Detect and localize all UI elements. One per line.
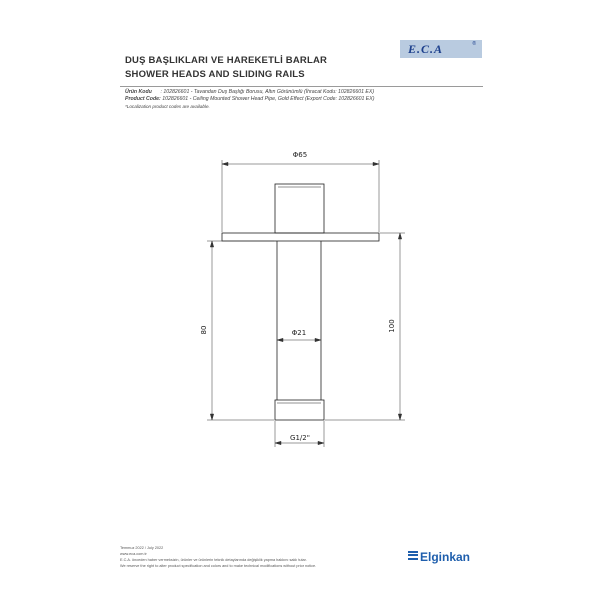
product-code-sep: : <box>160 89 162 95</box>
product-code-label-tr: Ürün Kodu <box>125 89 152 95</box>
localization-note: *Localization product codes are available. <box>125 104 210 109</box>
footer-disclaimer-en: We reserve the right to alter product specification and colors and to make technical modifications without prior notice. <box>120 564 317 568</box>
footer-website: www.eca.com.tr <box>120 552 147 556</box>
logo-text: E.C.A <box>408 42 444 56</box>
flange-plate <box>222 233 379 241</box>
footer-date: Temmuz 2022 / July 2022 <box>120 546 164 550</box>
logo-registered-mark: ® <box>472 41 476 47</box>
dim-label-phi21: Φ21 <box>291 329 307 337</box>
footer-disclaimer-tr: E.C.A. önceden haber vermeksizin, ürünler ve ürünlerin teknik detaylarında değişiklik yapma hakkını saklı tutar. <box>120 558 307 562</box>
title-turkish: DUŞ BAŞLIKLARI VE HAREKETLİ BARLAR <box>125 55 328 66</box>
product-code-label-en: Product Code: <box>125 96 161 102</box>
product-code-text-en: 102826601 - Ceiling Mounted Shower Head Pipe, Gold Effect (Export Code: 102826601 EX) <box>162 96 375 102</box>
product-code-text-tr: 102826601 - Tavandan Duş Başlığı Borusu, Altın Görünümlü (İhracat Kodu: 102826601 EX) <box>163 89 375 95</box>
title-english: SHOWER HEADS AND SLIDING RAILS <box>125 69 305 80</box>
dim-label-100: 100 <box>388 319 396 333</box>
dim-label-80: 80 <box>200 325 208 335</box>
dim-label-phi65: Φ65 <box>292 151 308 159</box>
upper-pipe <box>275 184 324 233</box>
dim-label-g12: G1/2" <box>290 434 310 442</box>
elginkan-text: Elginkan <box>420 550 471 564</box>
elginkan-mark-icon <box>408 551 418 563</box>
